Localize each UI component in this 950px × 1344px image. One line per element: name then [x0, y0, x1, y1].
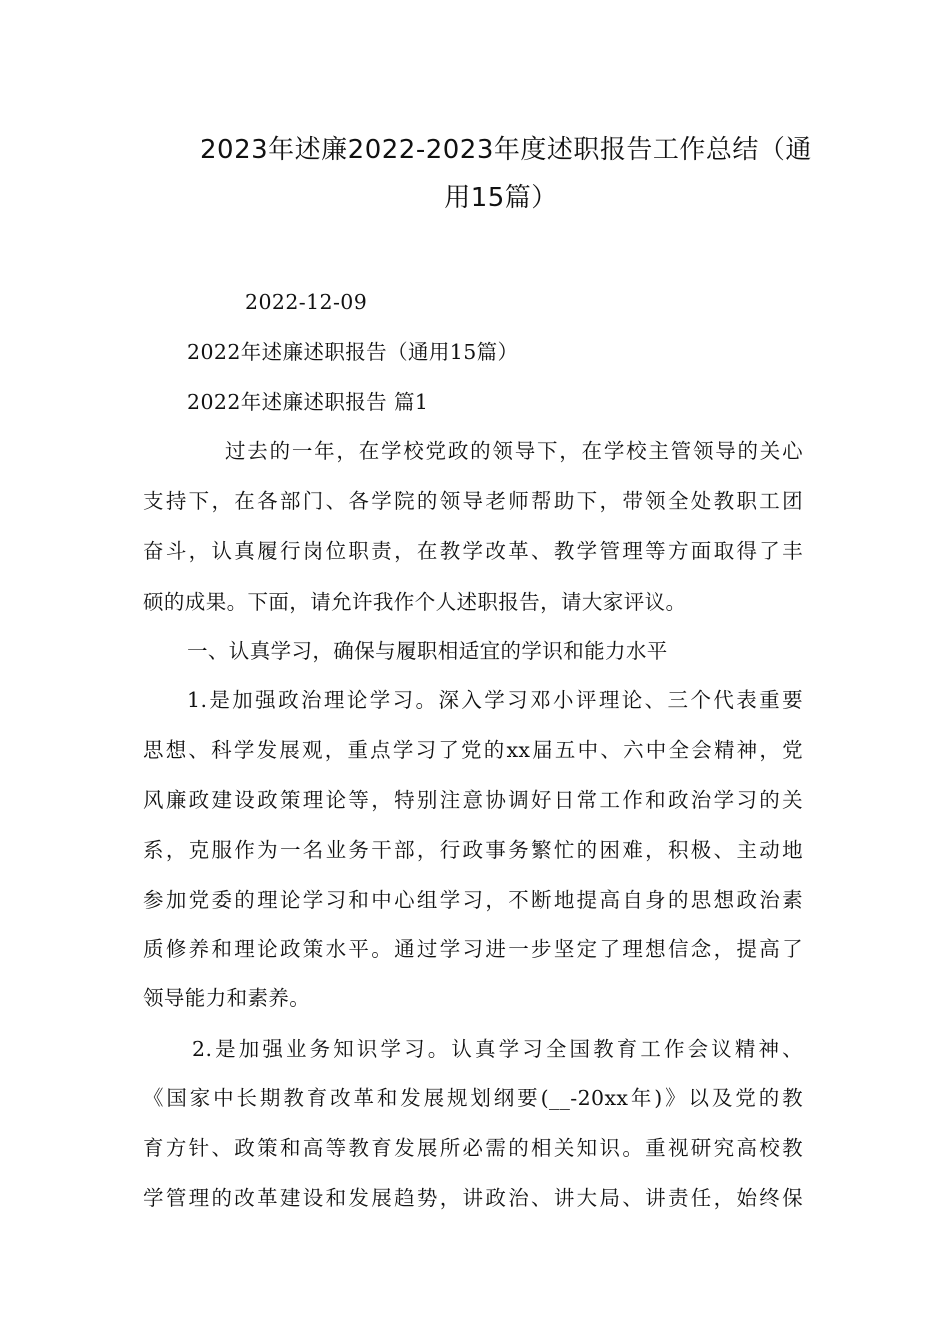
paragraph-line: 风廉政建设政策理论等，特别注意协调好日常工作和政治学习的关 [143, 788, 803, 812]
paragraph-line: 硕的成果。下面，请允许我作个人述职报告，请大家评议。 [143, 590, 687, 614]
document-subtitle: 2022年述廉述职报告（通用15篇） [187, 340, 519, 364]
paragraph-line: 育方针、政策和高等教育发展所必需的相关知识。重视研究高校教 [143, 1136, 803, 1160]
paragraph-line: 系，克服作为一名业务干部，行政事务繁忙的困难，积极、主动地 [143, 838, 803, 862]
section-title: 2022年述廉述职报告 篇1 [187, 390, 429, 414]
document-title-line1: 2023年述廉2022-2023年度述职报告工作总结（通 [200, 135, 812, 165]
paragraph-line: 支持下，在各部门、各学院的领导老师帮助下，带领全处教职工团 [143, 489, 803, 513]
paragraph-line: 思想、科学发展观，重点学习了党的xx届五中、六中全会精神，党 [143, 738, 803, 762]
document-title-line2: 用15篇） [444, 183, 558, 213]
paragraph-line: 质修养和理论政策水平。通过学习进一步坚定了理想信念，提高了 [143, 937, 803, 961]
document-date: 2022-12-09 [245, 290, 368, 314]
paragraph-line: 奋斗，认真履行岗位职责，在教学改革、教学管理等方面取得了丰 [143, 539, 803, 563]
paragraph-line: 过去的一年，在学校党政的领导下，在学校主管领导的关心 [225, 439, 803, 463]
section-heading: 一、认真学习，确保与履职相适宜的学识和能力水平 [187, 639, 668, 663]
paragraph-line: 《国家中长期教育改革和发展规划纲要(__-20xx年)》以及党的教 [143, 1086, 803, 1110]
paragraph-line: 领导能力和素养。 [143, 986, 311, 1010]
paragraph-line: 参加党委的理论学习和中心组学习，不断地提高自身的思想政治素 [143, 888, 803, 912]
paragraph-line: 1.是加强政治理论学习。深入学习邓小评理论、三个代表重要 [187, 688, 803, 712]
paragraph-line: 学管理的改革建设和发展趋势，讲政治、讲大局、讲责任，始终保 [143, 1186, 803, 1210]
paragraph-line: 2.是加强业务知识学习。认真学习全国教育工作会议精神、 [192, 1037, 803, 1061]
